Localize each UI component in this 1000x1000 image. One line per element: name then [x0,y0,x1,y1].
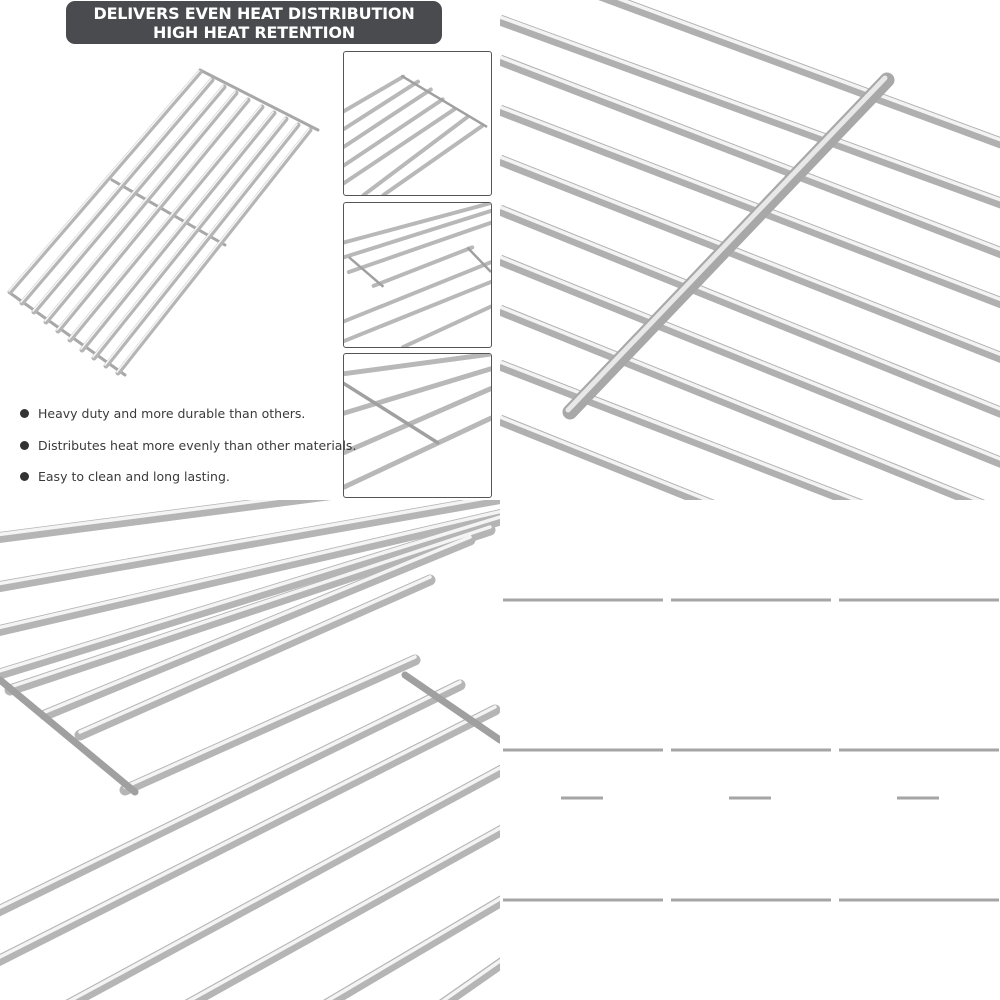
bullet-dot-icon [20,409,29,418]
thumbnail-2[interactable] [343,202,492,348]
feature-text: Distributes heat more evenly than other materials. [38,437,357,453]
grate-rod-ends-image [0,500,500,1000]
grate-set-image [500,500,1000,1000]
feature-item [20,398,356,430]
grate-detail-image [344,52,491,195]
headline-line-2: HIGH HEAT RETENTION [153,23,355,42]
thumbnail-1[interactable] [343,51,492,196]
headline-banner [66,1,442,44]
thumbnail-3[interactable] [343,353,492,498]
three-grates-top-view-image [500,500,1000,1000]
feature-list [20,398,356,493]
grate-detail-image [344,354,491,497]
grate-rods-image [500,0,1000,500]
closeup-crossbar-image [500,0,1000,500]
feature-panel [0,0,500,500]
feature-text: Easy to clean and long lasting. [38,469,230,485]
bullet-dot-icon [20,441,29,450]
grate-detail-image [344,203,491,347]
headline-line-1: DELIVERS EVEN HEAT DISTRIBUTION [93,4,415,23]
feature-item [20,430,356,462]
feature-item [20,461,356,493]
bullet-dot-icon [20,472,29,481]
feature-text: Heavy duty and more durable than others. [38,406,306,422]
closeup-rod-ends-image [0,500,500,1000]
main-grate-image [0,60,330,390]
